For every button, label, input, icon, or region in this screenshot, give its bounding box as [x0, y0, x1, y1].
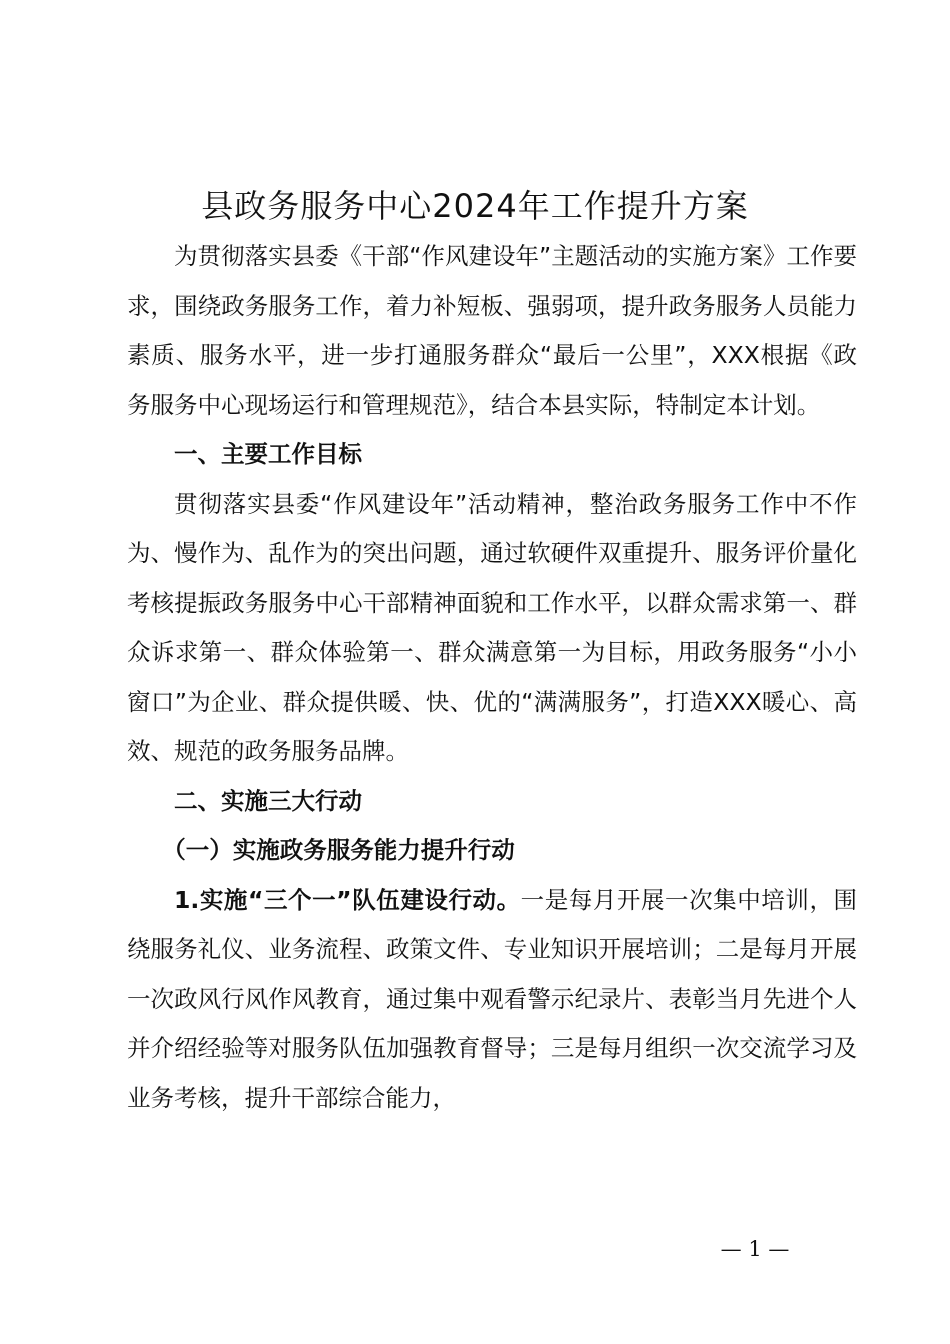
document-title: 县政务服务中心2024年工作提升方案: [201, 187, 749, 225]
subsection-heading-capability: （一）实施政务服务能力提升行动: [162, 836, 515, 864]
item-1-text: 一是每月开展一次集中培训，围绕服务礼仪、业务流程、政策文件、专业知识开展培训；二是每月开展一次政风行风作风教育，通过集中观看警示纪录片、表彰当月先进个人并介绍经验等对服务队伍加强教育督导；三是每月组织一次交流学习及业务考核，提升干部综合能力，: [127, 885, 858, 1112]
document-body: [127, 232, 857, 1123]
item-1-paragraph: [127, 876, 857, 1124]
intro-paragraph: 为贯彻落实县委《干部“作风建设年”主题活动的实施方案》工作要求，围绕政务服务工作，着力补短板、强弱项，提升政务服务人员能力素质、服务水平，进一步打通服务群众“最后一公里”，XXX根据《政务服务中心现场运行和管理规范》，结合本县实际，特制定本计划。: [127, 242, 857, 419]
page-number: — 1 —: [720, 1237, 790, 1261]
goals-paragraph: 贯彻落实县委“作风建设年”活动精神，整治政务服务工作中不作为、慢作为、乱作为的突出问题，通过软硬件双重提升、服务评价量化考核提振政务服务中心干部精神面貌和工作水平，以群众需求第一、群众诉求第一、群众体验第一、群众满意第一为目标，用政务服务“小小窗口”为企业、群众提供暖、快、优的“满满服务”，打造XXX暖心、高效、规范的政务服务品牌。: [127, 489, 857, 765]
item-1-lead: 1.实施“三个一”队伍建设行动。: [174, 885, 521, 914]
section-heading-actions: 二、实施三大行动: [174, 786, 362, 815]
section-heading-goals: 一、主要工作目标: [174, 440, 362, 468]
